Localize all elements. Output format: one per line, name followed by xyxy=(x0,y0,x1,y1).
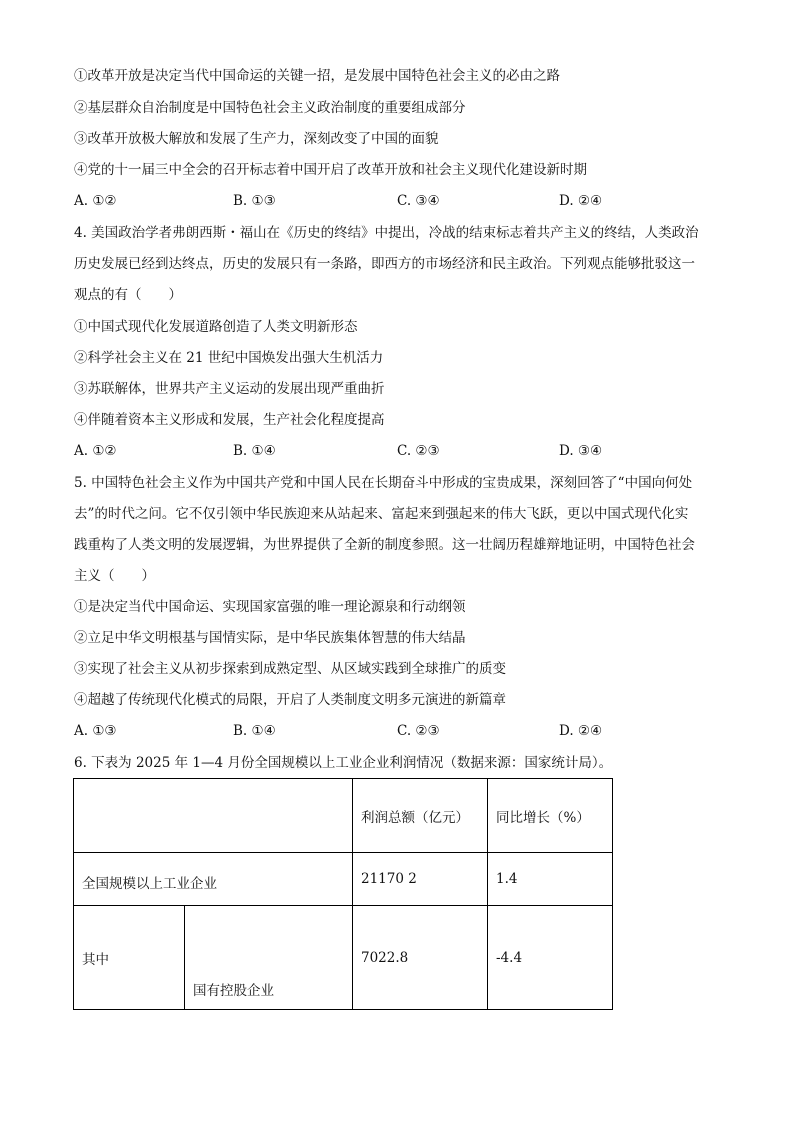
q5-item-3: ③实现了社会主义从初步探索到成熟定型、从区域实践到全球推广的质变 xyxy=(74,661,506,677)
q3-item-2: ②基层群众自治制度是中国特色社会主义政治制度的重要组成部分 xyxy=(74,100,466,116)
q3-options xyxy=(74,192,634,210)
table-row2-label: 国有控股企业 xyxy=(185,906,353,1010)
q4-item-3: ③苏联解体，世界共产主义运动的发展出现严重曲折 xyxy=(74,381,385,397)
q3-option-b[interactable]: B. ①③ xyxy=(233,193,276,209)
q4-option-a[interactable]: A. ①② xyxy=(74,443,117,459)
q5-item-4: ④超越了传统现代化模式的局限，开启了人类制度文明多元演进的新篇章 xyxy=(74,692,506,708)
q5-stem-line-1: 5. 中国特色社会主义作为中国共产党和中国人民在长期奋斗中形成的宝贵成果，深刻回答了“中国向何处 xyxy=(74,475,693,491)
table-row2-group: 其中 xyxy=(74,906,185,1010)
table-header-profit: 利润总额（亿元） xyxy=(353,779,488,853)
q4-option-d[interactable]: D. ③④ xyxy=(559,443,603,459)
q4-item-2: ②科学社会主义在 21 世纪中国焕发出强大生机活力 xyxy=(74,350,384,366)
q5-option-a[interactable]: A. ①③ xyxy=(74,723,117,739)
q5-option-c[interactable]: C. ②③ xyxy=(397,723,440,739)
q3-option-c[interactable]: C. ③④ xyxy=(397,193,440,209)
q3-item-4: ④党的十一届三中全会的召开标志着中国开启了改革开放和社会主义现代化建设新时期 xyxy=(74,162,587,178)
q4-stem-line-3: 观点的有（ ） xyxy=(74,287,182,303)
q5-option-b[interactable]: B. ①④ xyxy=(233,723,276,739)
profit-table xyxy=(73,778,613,1010)
q5-stem-line-3: 践重构了人类文明的发展逻辑，为世界提供了全新的制度参照。这一壮阔历程雄辩地证明，中国特色社会 xyxy=(74,537,695,553)
q4-item-4: ④伴随着资本主义形成和发展，生产社会化程度提高 xyxy=(74,412,385,428)
q4-option-b[interactable]: B. ①④ xyxy=(233,443,276,459)
table-row2-profit: 7022.8 xyxy=(353,906,488,1010)
table-row1-growth: 1.4 xyxy=(488,853,613,906)
table-row xyxy=(74,906,613,1010)
q3-item-3: ③改革开放极大解放和发展了生产力，深刻改变了中国的面貌 xyxy=(74,131,439,147)
table-row xyxy=(74,853,613,906)
q5-stem-line-4: 主义（ ） xyxy=(74,568,155,584)
table-row1-profit: 21170 2 xyxy=(353,853,488,906)
table-header-growth: 同比增长（%） xyxy=(488,779,613,853)
table-header-row xyxy=(74,779,613,853)
q5-item-1: ①是决定当代中国命运、实现国家富强的唯一理论源泉和行动纲领 xyxy=(74,599,466,615)
q3-option-a[interactable]: A. ①② xyxy=(74,193,117,209)
q5-stem-line-2: 去”的时代之问。它不仅引领中华民族迎来从站起来、富起来到强起来的伟大飞跃，更以中国式现代化实 xyxy=(74,506,689,522)
q4-stem-line-2: 历史发展已经到达终点，历史的发展只有一条路，即西方的市场经济和民主政治。下列观点能够批驳这一 xyxy=(74,256,695,272)
q5-options xyxy=(74,722,634,740)
q5-item-2: ②立足中华文明根基与国情实际，是中华民族集体智慧的伟大结晶 xyxy=(74,630,466,646)
q6-stem: 6. 下表为 2025 年 1—4 月份全国规模以上工业企业利润情况（数据来源：国家统计局）。 xyxy=(74,755,613,771)
q4-stem-line-1: 4. 美国政治学者弗朗西斯・福山在《历史的终结》中提出，冷战的结束标志着共产主义的终结，人类政治 xyxy=(74,225,699,241)
table-row2-growth: -4.4 xyxy=(488,906,613,1010)
q3-item-1: ①改革开放是决定当代中国命运的关键一招，是发展中国特色社会主义的必由之路 xyxy=(74,68,560,84)
q4-item-1: ①中国式现代化发展道路创造了人类文明新形态 xyxy=(74,319,358,335)
q4-options xyxy=(74,442,634,460)
table-row1-label: 全国规模以上工业企业 xyxy=(74,853,353,906)
table-header-empty-cell xyxy=(74,779,353,853)
q5-option-d[interactable]: D. ②④ xyxy=(559,723,603,739)
q3-option-d[interactable]: D. ②④ xyxy=(559,193,603,209)
q4-option-c[interactable]: C. ②③ xyxy=(397,443,440,459)
